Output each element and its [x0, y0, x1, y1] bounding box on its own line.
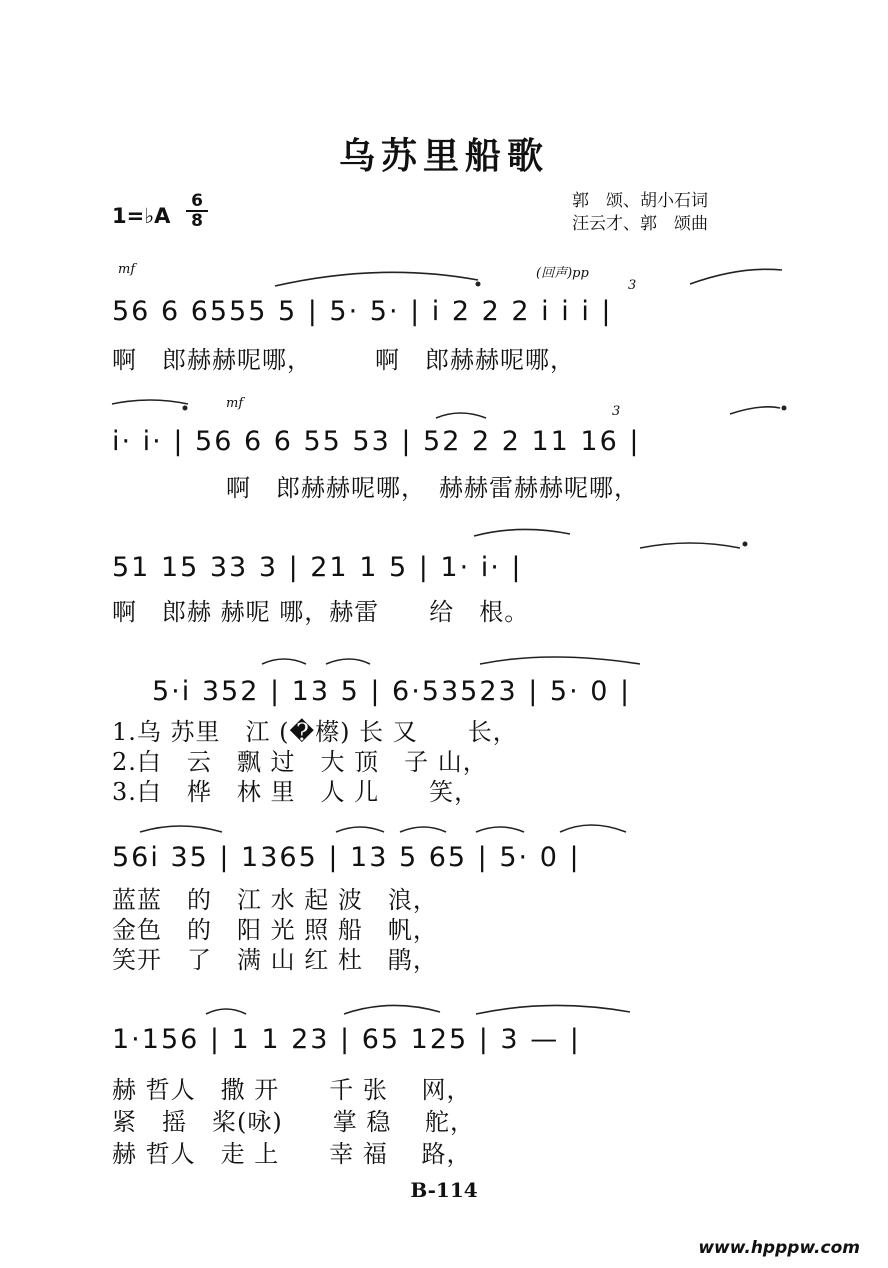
- slur-arc: [400, 827, 446, 832]
- fermata-dot: [782, 406, 787, 411]
- slur-arc: [344, 1005, 440, 1014]
- verse-2-line-1: 2.白 云 飘 过 大 顶 子 山，: [112, 748, 488, 776]
- lyricist-credit: 郭 颂、胡小石词: [572, 191, 708, 211]
- slur-arc: [436, 413, 486, 418]
- notation-row-5: 56i 35 | 1365 | 13 5 65 | 5· 0 |: [112, 842, 581, 873]
- slur-arc: [140, 826, 222, 832]
- slur-arc: [206, 1009, 246, 1014]
- slur-arc: [560, 825, 626, 832]
- lyrics-row-2: 啊 郎赫赫呢哪， 赫赫雷赫赫呢哪，: [226, 474, 639, 502]
- slur-arc: [326, 659, 370, 664]
- slur-arc: [112, 400, 188, 404]
- notation-row-2: i· i· | 56 6 6 55 53 | 52 2 2 11 16 |: [112, 426, 641, 457]
- slur-arc: [480, 657, 640, 664]
- notation-row-6: 1·156 | 1 1 23 | 65 125 | 3 — |: [112, 1024, 581, 1055]
- verse-1-line-3: 赫 哲人 撒 开 千 张 网，: [112, 1076, 472, 1104]
- time-signature: 6 8: [186, 192, 208, 230]
- verse-1-line-2: 蓝蓝 的 江 水 起 波 浪，: [112, 886, 438, 914]
- lyrics-row-1: 啊 郎赫赫呢哪， 啊 郎赫赫呢哪，: [112, 346, 575, 374]
- notation-row-4: 5·i 352 | 13 5 | 6·53523 | 5· 0 |: [152, 676, 632, 707]
- notation-row-1: 56 6 6555 5 | 5· 5· | i 2 2 2 i i i |: [112, 296, 613, 327]
- slur-arc: [690, 269, 782, 284]
- lyrics-row-3: 啊 郎赫 赫呢 哪，赫雷 给 根。: [112, 598, 530, 626]
- slur-arc: [262, 659, 306, 664]
- page-title: 乌苏里船歌: [338, 135, 549, 177]
- slur-arc: [336, 827, 384, 832]
- fermata-dot: [476, 282, 481, 287]
- slur-arc: [730, 407, 780, 414]
- verse-3-line-1: 3.白 桦 林 里 人 儿 笑，: [112, 778, 480, 806]
- slur-arc: [476, 1005, 630, 1014]
- slur-arc: [640, 543, 740, 548]
- page-number: B-114: [410, 1178, 478, 1202]
- watermark-url: www.hpppw.com: [698, 1238, 860, 1258]
- notation-row-3: 51 15 33 3 | 21 1 5 | 1· i· |: [112, 552, 523, 583]
- key-signature: 1=♭A: [112, 204, 171, 228]
- triplet-mark-1: 3: [628, 278, 637, 293]
- fermata-dot: [743, 542, 748, 547]
- dynamic-mf-2: mf: [226, 396, 244, 411]
- slur-arc: [275, 272, 478, 286]
- slur-arc: [476, 827, 524, 832]
- verse-3-line-2: 笑开 了 满 山 红 杜 鹃，: [112, 946, 438, 974]
- fermata-dot: [183, 406, 188, 411]
- composer-credit: 汪云才、郭 颂曲: [572, 214, 708, 234]
- verse-3-line-3: 赫 哲人 走 上 幸 福 路，: [112, 1140, 472, 1168]
- dynamic-pp-echo: (回声)pp: [536, 266, 589, 281]
- triplet-mark-2: 3: [612, 404, 621, 419]
- slur-arc: [474, 529, 570, 536]
- verse-1-line-1: 1.乌 苏里 江 (�櫒) 长 又 长，: [112, 718, 518, 746]
- dynamic-mf-1: mf: [118, 262, 136, 277]
- verse-2-line-2: 金色 的 阳 光 照 船 帆，: [112, 916, 438, 944]
- verse-2-line-3: 紧 摇 桨(咏) 掌 稳 舵，: [112, 1108, 475, 1136]
